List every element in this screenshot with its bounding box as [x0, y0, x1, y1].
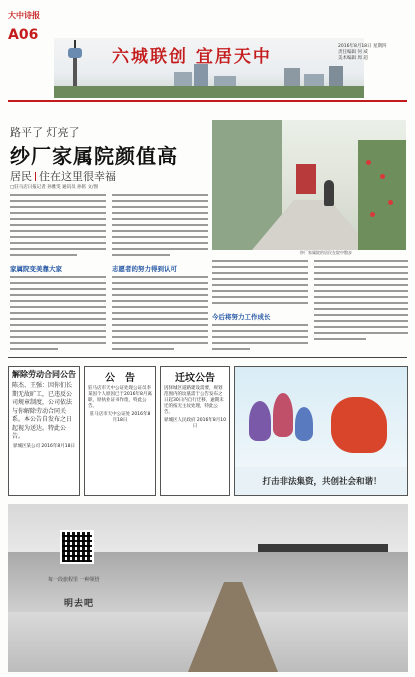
tree-line — [54, 86, 364, 98]
cartoon-figure — [273, 393, 293, 437]
qr-code-icon[interactable] — [60, 530, 94, 564]
notice-ad-grave — [160, 366, 230, 496]
subhead-right: 住在这里很幸福 — [39, 170, 116, 183]
article-column-4 — [112, 276, 208, 354]
header-rule — [8, 100, 407, 102]
article-column-3 — [10, 276, 106, 354]
travel-slogan-large: 明去吧 — [64, 599, 95, 609]
notice-sign: 驿城区人民政府 2016年8月10日 — [164, 418, 226, 429]
flower-bush — [358, 140, 406, 250]
article-column-6 — [212, 324, 308, 354]
notice-title: 解除劳动合同公告 — [12, 370, 76, 379]
photo-caption: 纱厂家属院的居民在院中散步 — [300, 250, 352, 255]
story-subhead — [10, 168, 116, 184]
page-header — [0, 0, 415, 100]
notice-title: 公 告 — [105, 373, 135, 384]
issue-info — [338, 44, 412, 62]
issue-date: 2016年8月18日 星期四 — [338, 44, 387, 49]
cartoon-slogan: 打击非法集资，共创社会和谐！ — [262, 477, 382, 487]
notice-body: 陈杰、王强：因你们长期无故旷工，已违反公司规章制度，公司依法与你解除劳动合同关系。本公告自发布之日起视为送达。特此公告。 — [12, 382, 73, 440]
story-photo — [212, 120, 406, 250]
designer-credit: 美术编辑 周 超 — [338, 56, 368, 61]
ship-silhouette — [258, 544, 388, 552]
notice-sign: 驻马店市天中公证处 2016年8月18日 — [89, 412, 151, 423]
notice-ad-labor — [8, 366, 80, 496]
public-service-cartoon — [234, 366, 408, 496]
dragon-figure — [331, 397, 387, 453]
subhead-left: 居民 — [10, 170, 32, 183]
travel-ad — [8, 504, 408, 672]
article-column-5 — [212, 260, 308, 308]
subhead-separator — [35, 172, 36, 181]
notice-title: 迁坟公告 — [175, 373, 215, 384]
notice-body: 因驿城区道路建设需要，规划范围内的坟墓需于公告发布之日起30日内自行迁移，逾期未迁的按无主坟处理，特此公告。 — [164, 386, 224, 415]
cartoon-figure — [295, 407, 313, 441]
story-kicker: 路平了 灯亮了 — [10, 126, 80, 139]
red-door — [296, 164, 316, 194]
notice-ad-notary — [84, 366, 156, 496]
section-banner — [54, 38, 364, 98]
section-heading: 家属院变美靠大家 — [10, 265, 62, 273]
section-divider — [8, 357, 407, 358]
cartoon-figure — [249, 401, 271, 441]
section-heading: 志愿者的努力得到认可 — [112, 265, 177, 273]
story-headline: 纱厂家属院颜值高 — [10, 144, 178, 168]
editor-credit: 责任编辑 何 威 — [338, 50, 368, 55]
notice-body: 驻马店市天中公证处现公证员李某因个人原因已于2016年8月离职，原执业证书作废，特此公告。 — [88, 386, 152, 409]
article-column-7 — [314, 260, 408, 344]
banner-title: 六城联创 宜居天中 — [112, 47, 272, 67]
page-number: A06 — [8, 27, 39, 43]
story-byline: □驻马店日报记者 孙雅雯 通讯员 孙铭 文/图 — [10, 185, 98, 190]
travel-slogan-small: 每一段旅程里 一种领悟 — [48, 577, 100, 583]
resident-figure — [324, 180, 334, 206]
brand-name: 大中诗报 — [8, 11, 40, 20]
article-column-1 — [10, 194, 106, 260]
section-heading: 今后将努力工作成长 — [212, 313, 271, 321]
notice-sign: 驿城区某公司 2016年8月18日 — [13, 443, 75, 449]
article-column-2 — [112, 194, 208, 260]
